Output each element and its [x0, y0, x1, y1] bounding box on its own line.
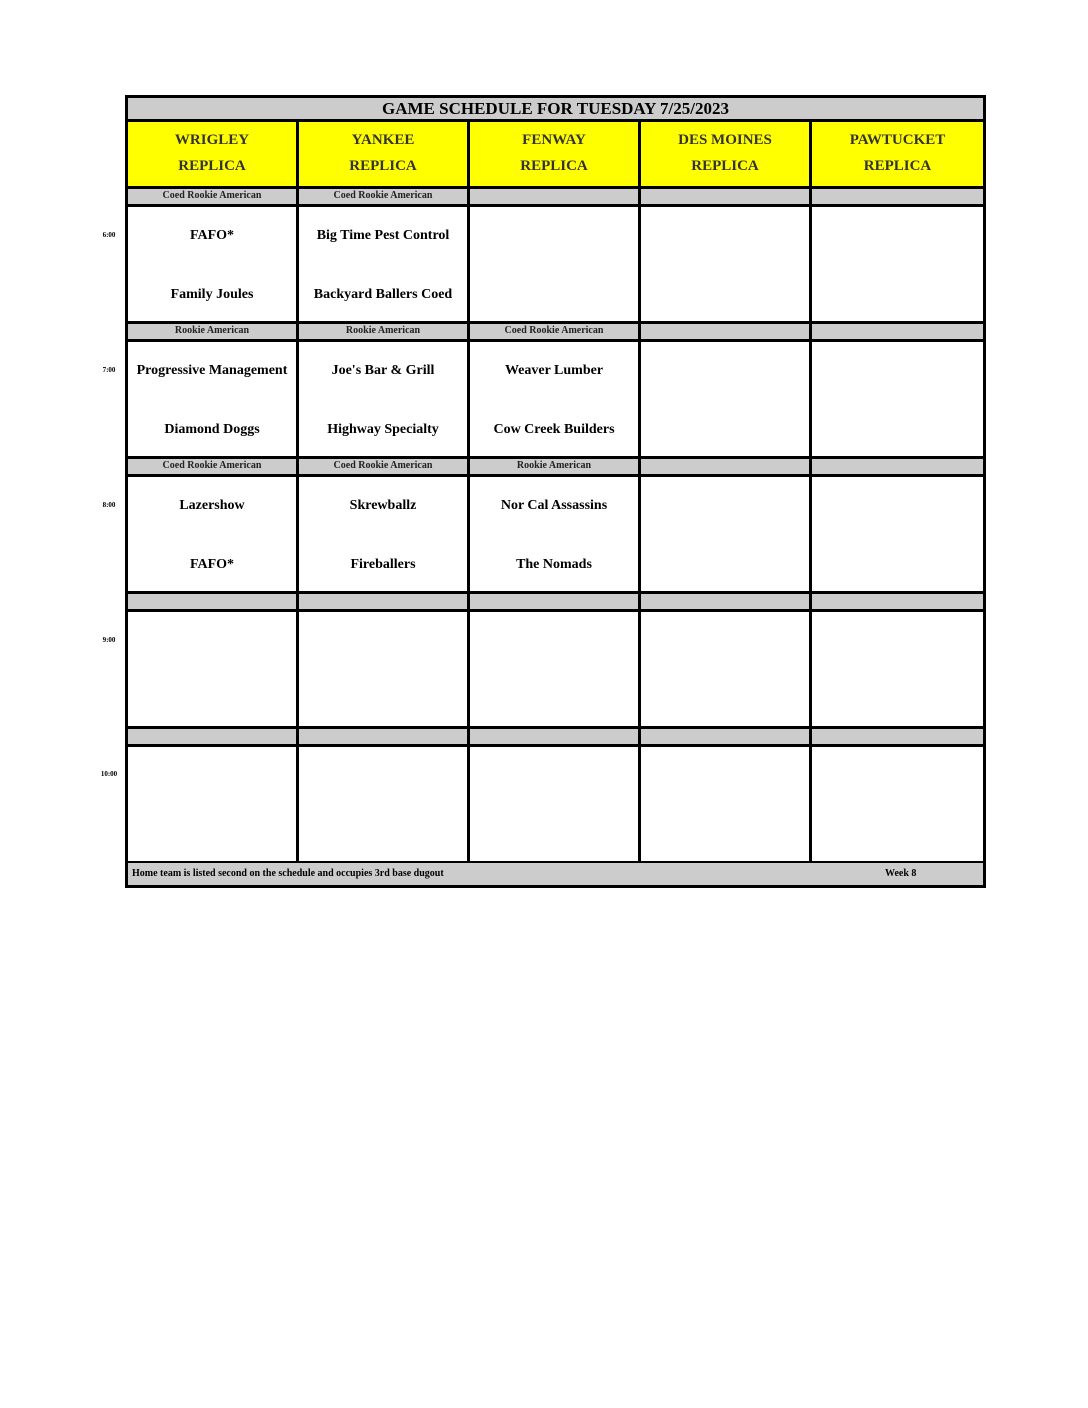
time-label-6: 6:00: [102, 231, 116, 239]
game-cell: [128, 747, 299, 864]
time-slot-9: [128, 594, 983, 729]
home-team: Highway Specialty: [327, 422, 439, 437]
division-label: [641, 729, 812, 747]
schedule-title: GAME SCHEDULE FOR TUESDAY 7/25/2023: [128, 98, 983, 122]
game-cell: [299, 477, 470, 594]
field-name: PAWTUCKET: [849, 132, 946, 148]
away-team: FAFO*: [189, 228, 235, 243]
game-cell: [128, 477, 299, 594]
footer-note: Home team is listed second on the schedule and occupies 3rd base dugout: [132, 868, 444, 879]
division-label: Coed Rookie American: [299, 459, 470, 477]
field-header-des-moines: [641, 122, 812, 189]
division-label: [812, 459, 983, 477]
game-cell: [470, 612, 641, 729]
game-cell: [641, 207, 812, 324]
game-cell: [128, 342, 299, 459]
field-header-row: [128, 122, 983, 189]
division-label: [299, 594, 470, 612]
division-label: Coed Rookie American: [128, 459, 299, 477]
field-sub: REPLICA: [691, 158, 759, 174]
division-label: [812, 729, 983, 747]
game-cell: [812, 477, 983, 594]
time-label-9: 9:00: [102, 636, 116, 644]
division-row: [128, 459, 983, 477]
away-team: Nor Cal Assassins: [500, 498, 608, 513]
division-label: [470, 189, 641, 207]
game-cell: [812, 612, 983, 729]
division-label: Rookie American: [299, 324, 470, 342]
division-label: [812, 324, 983, 342]
game-row: [128, 747, 983, 864]
division-label: [128, 729, 299, 747]
game-cell: [641, 612, 812, 729]
home-team: FAFO*: [189, 557, 235, 572]
division-label: [812, 189, 983, 207]
division-row: [128, 324, 983, 342]
time-slot-10: [128, 729, 983, 864]
division-row: [128, 594, 983, 612]
game-row: [128, 342, 983, 459]
division-label: [641, 459, 812, 477]
game-cell: [299, 747, 470, 864]
away-team: Joe's Bar & Grill: [331, 363, 435, 378]
home-team: Backyard Ballers Coed: [313, 287, 453, 302]
game-cell: [128, 207, 299, 324]
away-team: Big Time Pest Control: [316, 228, 450, 243]
game-cell: [128, 612, 299, 729]
division-label: [470, 729, 641, 747]
division-label: Coed Rookie American: [470, 324, 641, 342]
time-slot-7: [128, 324, 983, 459]
week-label: Week 8: [885, 868, 917, 879]
game-row: [128, 612, 983, 729]
home-team: Diamond Doggs: [164, 422, 260, 437]
division-label: [641, 189, 812, 207]
field-sub: REPLICA: [178, 158, 246, 174]
game-cell: [299, 342, 470, 459]
field-header-yankee: [299, 122, 470, 189]
division-label: Rookie American: [128, 324, 299, 342]
schedule-table: [125, 95, 986, 888]
time-label-10: 10:00: [100, 770, 118, 778]
field-sub: REPLICA: [349, 158, 417, 174]
division-label: [299, 729, 470, 747]
division-label: [641, 324, 812, 342]
division-label: [128, 594, 299, 612]
footer-bar: [128, 863, 983, 885]
game-cell: [470, 342, 641, 459]
division-label: Coed Rookie American: [299, 189, 470, 207]
away-team: Progressive Management: [136, 363, 288, 378]
game-cell: [812, 342, 983, 459]
division-label: [812, 594, 983, 612]
division-row: [128, 189, 983, 207]
home-team: Family Joules: [170, 287, 254, 302]
field-name: WRIGLEY: [174, 132, 250, 148]
field-sub: REPLICA: [520, 158, 588, 174]
home-team: Cow Creek Builders: [493, 422, 615, 437]
division-label: [641, 594, 812, 612]
game-cell: [299, 612, 470, 729]
game-cell: [812, 747, 983, 864]
away-team: Lazershow: [179, 498, 245, 513]
game-cell: [470, 747, 641, 864]
game-cell: [812, 207, 983, 324]
home-team: Fireballers: [350, 557, 416, 572]
field-name: FENWAY: [522, 132, 586, 148]
game-cell: [641, 477, 812, 594]
field-header-wrigley: [128, 122, 299, 189]
game-cell: [470, 207, 641, 324]
game-row: [128, 477, 983, 594]
division-label: Rookie American: [470, 459, 641, 477]
division-label: Coed Rookie American: [128, 189, 299, 207]
away-team: Weaver Lumber: [504, 363, 604, 378]
away-team: Skrewballz: [349, 498, 417, 513]
game-cell: [299, 207, 470, 324]
time-label-8: 8:00: [102, 501, 116, 509]
game-cell: [641, 747, 812, 864]
home-team: The Nomads: [516, 557, 592, 572]
time-label-7: 7:00: [102, 366, 116, 374]
game-cell: [641, 342, 812, 459]
field-name: YANKEE: [351, 132, 415, 148]
field-header-fenway: [470, 122, 641, 189]
game-cell: [470, 477, 641, 594]
time-slot-8: [128, 459, 983, 594]
division-row: [128, 729, 983, 747]
field-header-pawtucket: [812, 122, 983, 189]
time-slot-6: [128, 189, 983, 324]
division-label: [470, 594, 641, 612]
game-row: [128, 207, 983, 324]
field-sub: REPLICA: [863, 158, 932, 174]
field-name: DES MOINES: [678, 132, 772, 148]
